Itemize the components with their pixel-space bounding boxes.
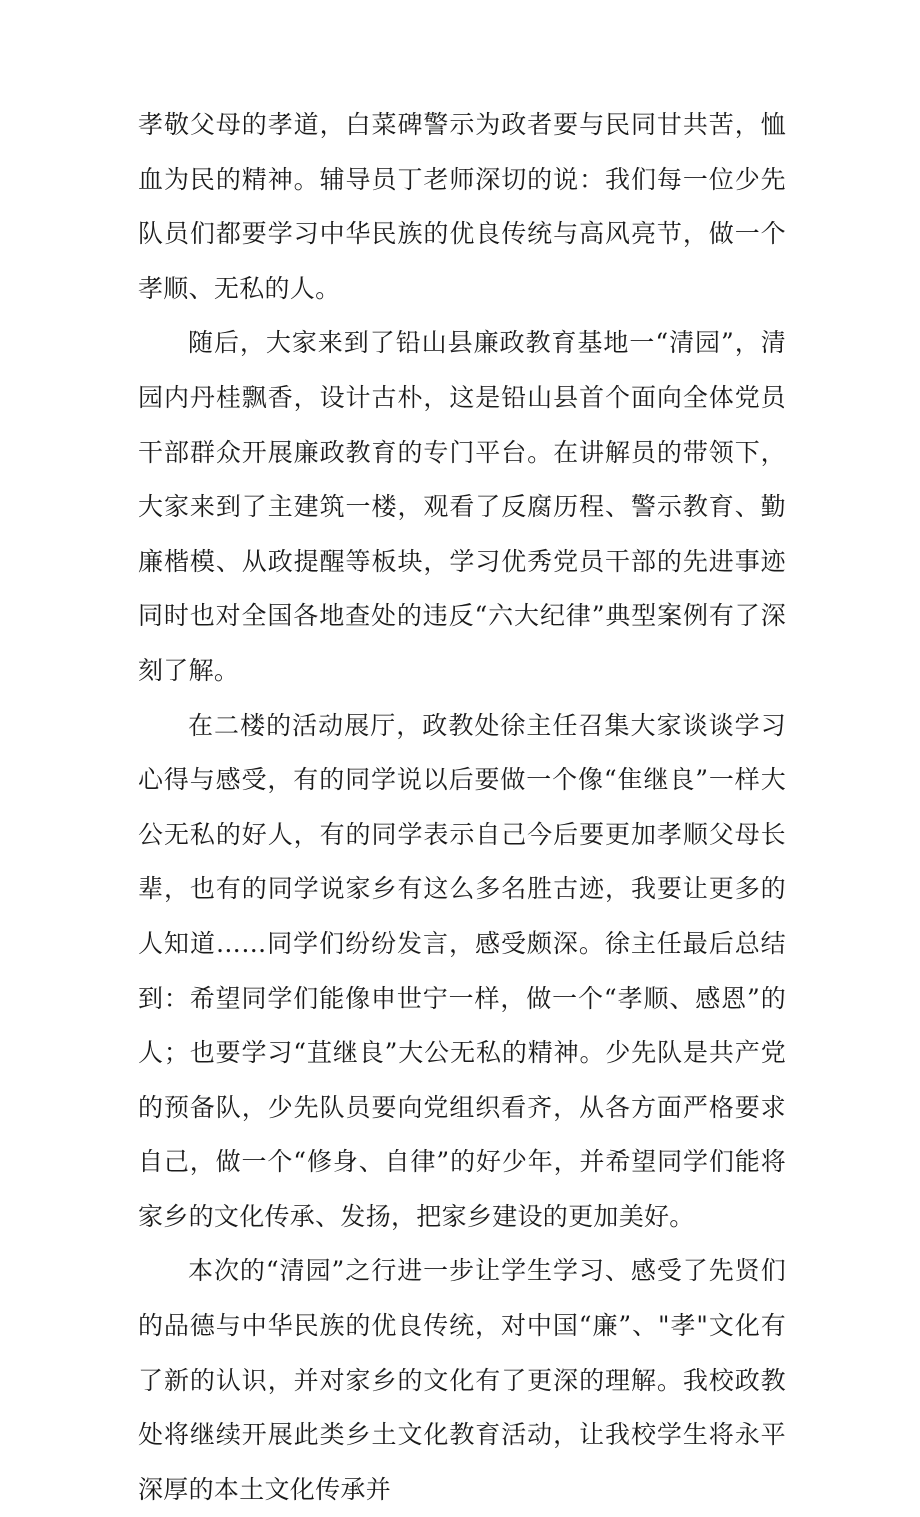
paragraph-qingyuan-visit: 随后，大家来到了铅山县廉政教育基地一“清园”，清园内丹桂飘香，设计古朴，这是铅山县首个面向全体党员干部群众开展廉政教育的专门平台。在讲解员的带领下，大家来到了主建筑一楼，观看了反腐历程、警示教育、勤廉楷模、从政提醒等板块，学习优秀党员干部的先进事迹同时也对全国各地查处的违反“六大纪律”典型案例有了深刻了解。 <box>138 328 786 685</box>
paragraph-summary: 本次的“清园”之行进一步让学生学习、感受了先贤们的品德与中华民族的优良传统，对中国“廉”、"孝"文化有了新的认识，并对家乡的文化有了更深的理解。我校政教处将继续开展此类乡土文化教育活动，让我校学生将永平深厚的本土文化传承并 <box>138 1256 786 1504</box>
paragraph-continuation: 孝敬父母的孝道，白菜碑警示为政者要与民同甘共苦，恤血为民的精神。辅导员丁老师深切的说：我们每一位少先队员们都要学习中华民族的优良传统与高风亮节，做一个孝顺、无私的人。 <box>138 110 786 303</box>
paragraph-discussion: 在二楼的活动展厅，政教处徐主任召集大家谈谈学习心得与感受，有的同学说以后要做一个像“隹继良”一样大公无私的好人，有的同学表示自己今后要更加孝顺父母长辈，也有的同学说家乡有这么多名胜古迹，我要让更多的人知道……同学们纷纷发言，感受颇深。徐主任最后总结到：希望同学们能像申世宁一样，做一个“孝顺、感恩”的人；也要学习“苴继良”大公无私的精神。少先队是共产党的预备队，少先队员要向党组织看齐，从各方面严格要求自己，做一个“修身、自律”的好少年，并希望同学们能将家乡的文化传承、发扬，把家乡建设的更加美好。 <box>138 710 786 1231</box>
document-body <box>138 98 786 1517</box>
